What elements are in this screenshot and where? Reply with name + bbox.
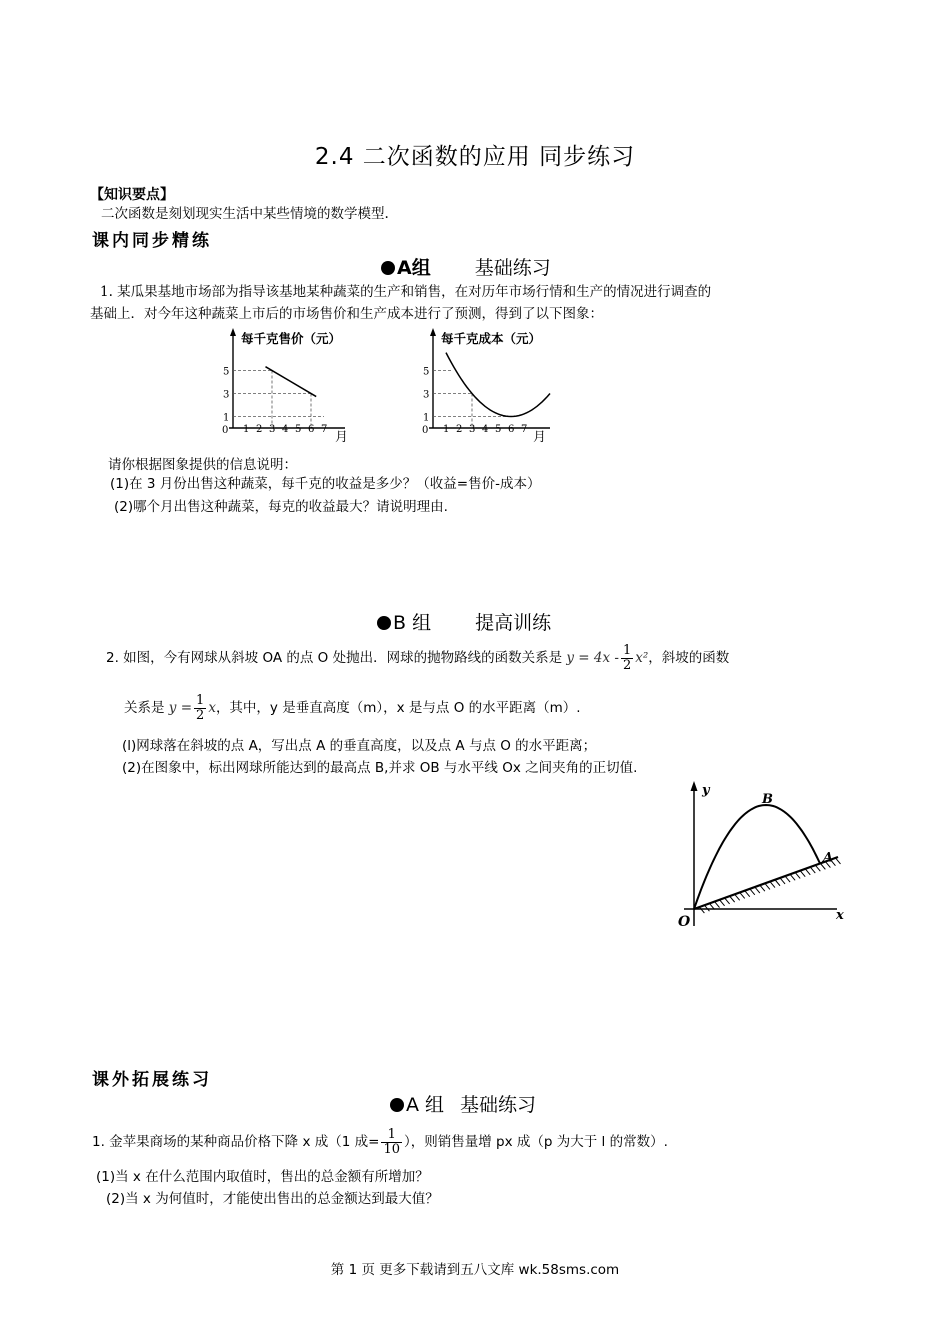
knowledge-text: 二次函数是刻划现实生活中某些情境的数学模型. [101, 206, 389, 222]
group-label: A组 [397, 257, 431, 279]
group-sub: 提高训练 [475, 612, 552, 634]
y-tick-label: 3 [223, 389, 230, 401]
x-tick-label: 1 [243, 424, 250, 435]
y-axis-arrow-icon [230, 328, 236, 336]
slope-hatch [720, 900, 725, 906]
question-1-sub2: (2)哪个月出售这种蔬菜，每克的收益最大？请说明理由. [114, 499, 448, 515]
y-tick-label: 3 [423, 389, 430, 401]
x-tick-label: 5 [295, 424, 302, 435]
point-label-a: A [823, 850, 834, 866]
ext-question-1-sub2: (2)当 x 为何值时，才能使出售出的总金额达到最大值？ [106, 1191, 439, 1207]
slope-hatch [745, 891, 750, 897]
slope-hatch [725, 898, 730, 904]
equation-part: x [208, 700, 216, 716]
x-tick-label: 3 [269, 424, 276, 435]
page-footer: 第 1 页 更多下载请到五八文库 wk.58sms.com [330, 1262, 620, 1278]
x-tick-label: 2 [456, 424, 463, 435]
x-axis-label: x [836, 908, 844, 923]
x-tick-label: 7 [521, 424, 528, 435]
slope-hatch [699, 907, 704, 913]
y-axis-arrow-icon [691, 781, 698, 791]
slope-hatch [800, 871, 805, 877]
group-label: A 组 [406, 1094, 445, 1116]
slope-hatch [715, 902, 720, 908]
cost-chart [405, 325, 580, 447]
ext-question-1: 1. 金苹果商场的某种商品价格下降 x 成（1 成= $\frac{1}{10}$ ），则销售量增 px 成（p 为大于 l 的常数）. [92, 1126, 668, 1157]
slope-hatch [735, 894, 740, 900]
y-axis-arrow-icon [430, 328, 436, 336]
question-1-sub1: (1)在 3 月份出售这种蔬菜，每千克的收益是多少？（收益=售价-成本） [110, 476, 541, 492]
fraction: $\frac{1}{2}$ [622, 642, 632, 673]
x-tick-label: 6 [308, 424, 315, 435]
y-tick-label: 1 [423, 412, 430, 424]
x-tick-label: 3 [469, 424, 476, 435]
x-tick-label: 7 [321, 424, 328, 435]
slope-hatch [750, 889, 755, 895]
question-2-sub2: (2)在图象中，标出网球所能达到的最高点 B,并求 OB 与水平线 Ox 之间夹角的正切值. [122, 760, 638, 776]
slope-hatch [835, 858, 840, 864]
equation-part: y = 4x - [566, 650, 619, 666]
price-chart [205, 325, 355, 445]
origin-label: O [678, 914, 691, 930]
question-2-sub1: (l)网球落在斜坡的点 A，写出点 A 的垂直高度，以及点 A 与点 O 的水平距离； [122, 738, 597, 754]
slope-hatch [775, 880, 780, 886]
section-heading-in-class: 课内同步精练 [92, 231, 212, 251]
cost-curve [446, 353, 550, 417]
slope-hatch [755, 887, 760, 893]
y-tick-label: 5 [223, 366, 230, 378]
question-1-line2: 基础上．对今年这种蔬菜上市后的市场售价和生产成本进行了预测，得到了以下图象： [90, 306, 603, 322]
slope-hatch [795, 872, 800, 878]
chart-title: 每千克售价（元） [241, 331, 342, 346]
knowledge-heading: 【知识要点】 [90, 187, 174, 203]
slope-hatch [704, 905, 709, 911]
x-tick-label: 5 [495, 424, 502, 435]
slope-hatch [815, 865, 820, 871]
x-tick-label: 2 [256, 424, 263, 435]
question-1-prompt: 请你根据图象提供的信息说明： [108, 457, 297, 473]
bullet-icon [381, 261, 395, 275]
trajectory-diagram [672, 778, 862, 933]
y-axis-label: y [702, 783, 710, 798]
slope-hatch [810, 867, 815, 873]
x-axis-label: 月 [533, 430, 547, 445]
x-tick-label: 4 [482, 424, 489, 435]
ext-question-1-sub1: (1)当 x 在什么范围内取值时，售出的总金额有所增加？ [96, 1169, 429, 1185]
origin-label: 0 [422, 425, 429, 436]
group-a-heading-2 [390, 1090, 536, 1117]
page-title: 2.4 二次函数的应用 同步练习 [314, 144, 636, 170]
x-tick-label: 4 [282, 424, 289, 435]
slope-hatch [740, 892, 745, 898]
y-tick-label: 5 [423, 366, 430, 378]
question-1-line1: 1. 某瓜果基地市场部为指导该基地某种蔬菜的生产和销售，在对历年市场行情和生产的情况进行调查的 [100, 284, 712, 300]
fraction: $\frac{1}{2}$ [196, 692, 205, 723]
slope-hatch [785, 876, 790, 882]
slope-hatch [780, 878, 785, 884]
slope-hatch [805, 869, 810, 875]
question-2-line1: 2. 如图，今有网球从斜坡 OA 的点 O 处抛出．网球的抛物路线的函数关系是 y = 4x - $\frac{1}{2}$ x²，斜坡的函数 [106, 642, 730, 673]
fraction: $\frac{1}{10}$ [383, 1126, 400, 1157]
origin-label: 0 [222, 425, 229, 436]
price-line [266, 367, 317, 397]
parabola-curve [694, 805, 820, 909]
equation-part: x² [635, 650, 649, 666]
point-label-b: B [762, 792, 773, 807]
chart-title: 每千克成本（元） [441, 331, 542, 346]
section-heading-extension: 课外拓展练习 [92, 1070, 212, 1090]
y-tick-label: 1 [223, 412, 230, 424]
group-a-heading [381, 253, 551, 280]
group-sub: 基础练习 [474, 257, 551, 279]
question-2-line2: 关系是 y = $\frac{1}{2}$ x，其中，y 是垂直高度（m），x 是与点 O 的水平距离（m）. [124, 692, 581, 723]
bullet-icon [377, 616, 391, 630]
equation-part: y = [168, 700, 193, 716]
group-b-heading [377, 608, 551, 635]
slope-hatch [765, 883, 770, 889]
group-label: B 组 [393, 612, 432, 634]
x-tick-label: 6 [508, 424, 515, 435]
slope-hatch [730, 896, 735, 902]
slope-hatch [790, 874, 795, 880]
slope-hatch [770, 882, 775, 888]
slope-line [694, 857, 838, 909]
x-axis-label: 月 [335, 430, 349, 445]
x-tick-label: 1 [443, 424, 450, 435]
group-sub: 基础练习 [460, 1094, 537, 1116]
slope-hatch [760, 885, 765, 891]
bullet-icon [390, 1098, 404, 1112]
